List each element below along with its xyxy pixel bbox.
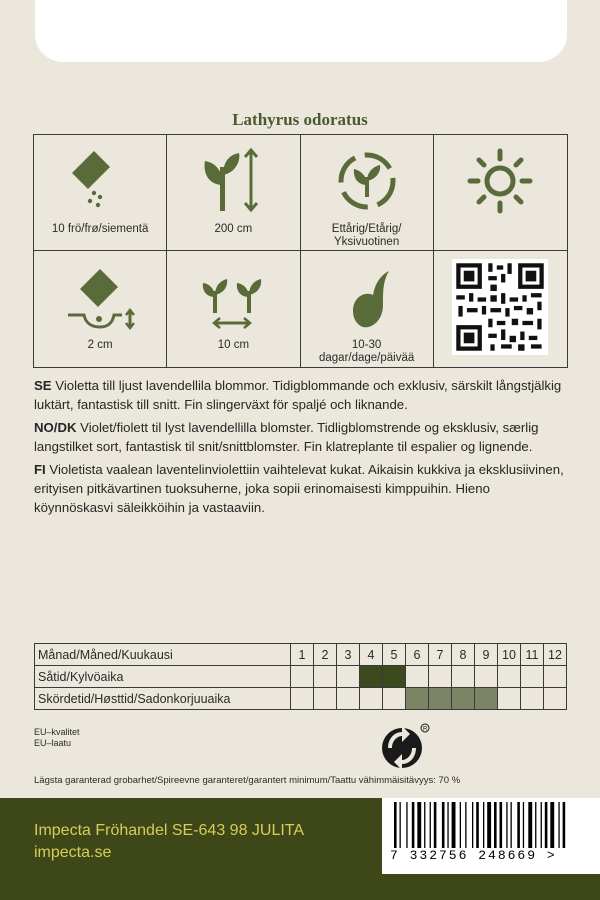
annual-cell <box>301 135 434 251</box>
depth-label: 2 cm <box>87 339 113 351</box>
month-11: 11 <box>521 644 544 666</box>
sowing-month-4 <box>360 666 383 688</box>
harvest-month-9 <box>475 688 498 710</box>
sowing-month-8 <box>452 666 475 688</box>
harvest-month-1 <box>291 688 314 710</box>
seed-count-label: 10 frö/frø/siementä <box>51 223 149 235</box>
icon-grid <box>33 134 568 368</box>
germination-guarantee: Lägsta garanterad grobarhet/Spireevne garanteret/garantert minimum/Taattu vähimmäisitävyys: 70 % <box>34 775 461 786</box>
harvest-month-7 <box>429 688 452 710</box>
description-fi-text: Violetista vaalean laventelinviolettiin vaihtelevat kukat. Aikaisin kukkiva ja eksklusiivinen, erityisen pitkävartinen tuoksuherne, joka sopii erinomaisesti kimppuihin. Hieno köynnöskasvi säleikköihin ja vastaaviin. <box>34 462 564 515</box>
month-4: 4 <box>360 644 383 666</box>
sowing-month-3 <box>337 666 360 688</box>
month-6: 6 <box>406 644 429 666</box>
germination-cell <box>301 251 434 367</box>
sowing-calendar <box>34 643 567 710</box>
svg-text:R: R <box>423 726 428 733</box>
calendar-month-label: Månad/Måned/Kuukausi <box>35 644 291 666</box>
sowing-month-11 <box>521 666 544 688</box>
sowing-row <box>35 666 567 688</box>
spacing-label: 10 cm <box>217 339 250 351</box>
month-10: 10 <box>498 644 521 666</box>
language-code-fi: FI <box>34 462 46 477</box>
month-3: 3 <box>337 644 360 666</box>
sprouting-seed-icon <box>327 261 407 333</box>
description <box>34 376 564 521</box>
harvest-month-11 <box>521 688 544 710</box>
harvest-month-3 <box>337 688 360 710</box>
harvest-label: Skördetid/Høsttid/Sadonkorjuuaika <box>35 688 291 710</box>
germination-days-label: 10-30 <box>351 339 382 351</box>
harvest-month-5 <box>383 688 406 710</box>
sun-icon <box>460 145 540 217</box>
sowing-month-5 <box>383 666 406 688</box>
harvest-month-10 <box>498 688 521 710</box>
sowing-month-2 <box>314 666 337 688</box>
harvest-row <box>35 688 567 710</box>
description-fi <box>34 460 564 517</box>
plant-height-icon <box>193 145 273 217</box>
sowing-month-1 <box>291 666 314 688</box>
company-address: Impecta Fröhandel SE-643 98 JULITA <box>34 822 305 839</box>
description-se <box>34 376 564 414</box>
month-8: 8 <box>452 644 475 666</box>
eu-quality-se: EU–kvalitet <box>34 727 80 737</box>
harvest-month-8 <box>452 688 475 710</box>
height-cell <box>167 135 300 251</box>
harvest-month-6 <box>406 688 429 710</box>
month-1: 1 <box>291 644 314 666</box>
month-5: 5 <box>383 644 406 666</box>
hang-tab <box>35 0 567 62</box>
sowing-month-10 <box>498 666 521 688</box>
height-label: 200 cm <box>214 223 253 235</box>
seed-count-cell <box>34 135 167 251</box>
harvest-month-12 <box>544 688 567 710</box>
description-nodk <box>34 418 564 456</box>
qr-cell <box>434 251 567 367</box>
sowing-month-6 <box>406 666 429 688</box>
annual-cycle-icon <box>327 145 407 217</box>
page-title: Lathyrus odoratus <box>232 110 368 129</box>
footer <box>0 798 600 900</box>
calendar-header-row <box>35 644 567 666</box>
plant-spacing-icon <box>193 261 273 333</box>
sowing-month-9 <box>475 666 498 688</box>
month-12: 12 <box>544 644 567 666</box>
barcode-number: 7 332756 248669 > <box>390 848 565 864</box>
depth-cell <box>34 251 167 367</box>
language-code-se: SE <box>34 378 52 393</box>
annual-label: Ettårig/Etårig/ <box>331 223 402 235</box>
qr-code-icon[interactable] <box>452 259 548 355</box>
month-9: 9 <box>475 644 498 666</box>
company-website[interactable]: impecta.se <box>34 844 112 861</box>
sowing-month-7 <box>429 666 452 688</box>
green-dot-recycle-icon <box>380 722 430 772</box>
harvest-month-2 <box>314 688 337 710</box>
sowing-depth-icon <box>60 261 140 333</box>
seed-packet-icon <box>60 145 140 217</box>
description-nodk-text: Violet/fiolett til lyst lavendellilla blomster. Tidligblomstrende og eksklusiv, særlig langstilket sort, fantastisk til snit/snittblomster. Fin klatreplante til espalier og lignende. <box>34 420 539 454</box>
description-se-text: Violetta till ljust lavendellila blommor. Tidigblommande och exklusiv, särskilt långstjälkig luktärt, fantastisk till snitt. Fin slingerväxt för spaljé och liknande. <box>34 378 562 412</box>
sun-cell <box>434 135 567 251</box>
eu-quality-fi: EU–laatu <box>34 738 72 748</box>
company-info <box>34 820 304 864</box>
annual-label-fi: Yksivuotinen <box>334 236 400 248</box>
month-2: 2 <box>314 644 337 666</box>
language-code-nodk: NO/DK <box>34 420 77 435</box>
month-7: 7 <box>429 644 452 666</box>
spacing-cell <box>167 251 300 367</box>
harvest-month-4 <box>360 688 383 710</box>
germination-unit-label: dagar/dage/päivää <box>318 352 415 364</box>
eu-quality <box>34 727 80 749</box>
sowing-month-12 <box>544 666 567 688</box>
sowing-label: Såtid/Kylvöaika <box>35 666 291 688</box>
